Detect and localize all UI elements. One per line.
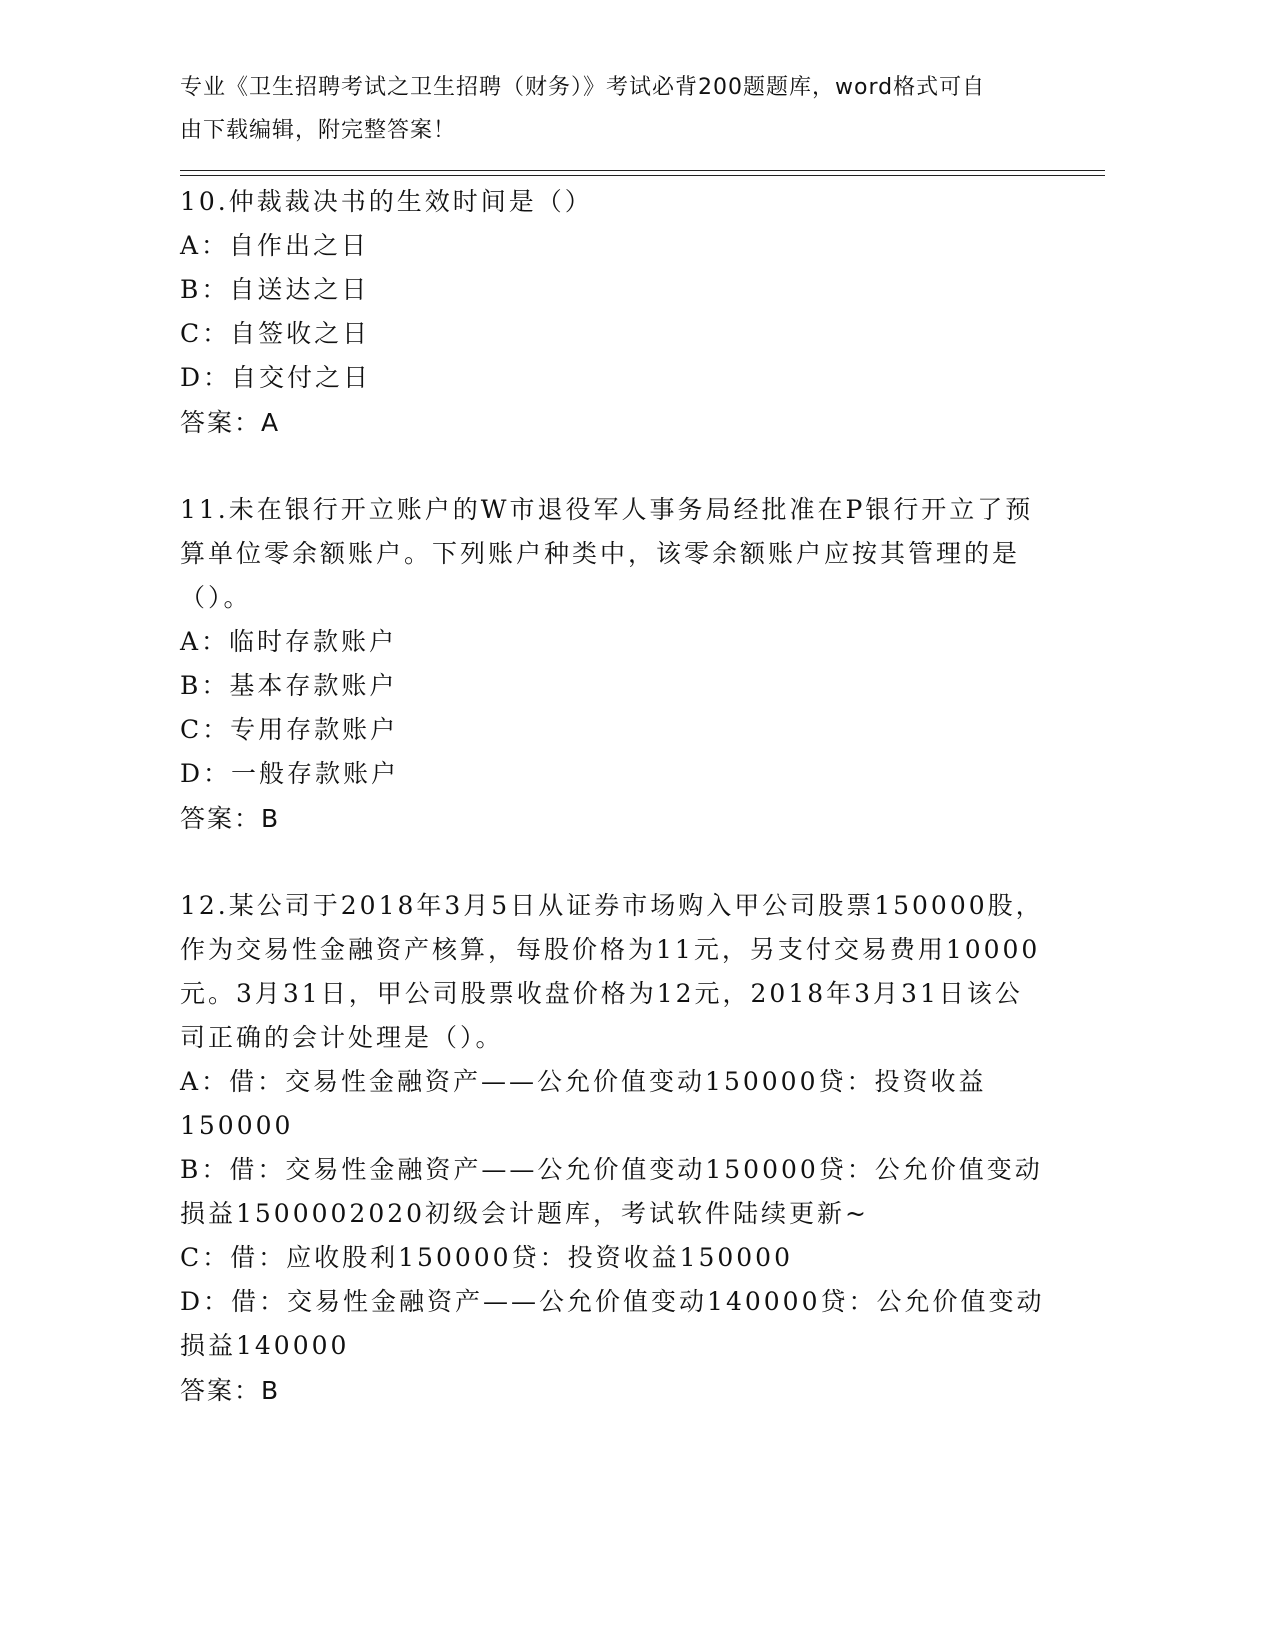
- question-stem: 作为交易性金融资产核算，每股价格为11元，另支付交易费用10000: [180, 935, 1041, 964]
- option-b: B：借：交易性金融资产——公允价值变动150000贷：公允价值变动: [180, 1155, 1043, 1184]
- option-a: A：借：交易性金融资产——公允价值变动150000贷：投资收益: [180, 1067, 987, 1096]
- option-d: D：一般存款账户: [180, 759, 400, 788]
- option-d-continued: 损益140000: [180, 1331, 350, 1360]
- document-header: [180, 66, 1060, 152]
- option-c: C：借：应收股利150000贷：投资收益150000: [180, 1243, 793, 1272]
- option-a-continued: 150000: [180, 1111, 294, 1140]
- question-stem: 算单位零余额账户。下列账户种类中，该零余额账户应按其管理的是: [180, 539, 1021, 568]
- answer-line: 答案：A: [180, 408, 281, 437]
- header-line: 由下载编辑，附完整答案！: [180, 118, 457, 143]
- option-a: A：临时存款账户: [180, 627, 398, 656]
- header-line: 专业《卫生招聘考试之卫生招聘（财务）》考试必背200题题库，word格式可自: [180, 75, 986, 100]
- option-c: C：专用存款账户: [180, 715, 399, 744]
- question-11: [180, 488, 1040, 841]
- option-c: C：自签收之日: [180, 319, 371, 348]
- answer-line: 答案：B: [180, 1376, 281, 1405]
- answer-line: 答案：B: [180, 804, 281, 833]
- option-d: D：借：交易性金融资产——公允价值变动140000贷：公允价值变动: [180, 1287, 1045, 1316]
- option-b: B：基本存款账户: [180, 671, 398, 700]
- option-a: A：自作出之日: [180, 231, 370, 260]
- question-stem: 12.某公司于2018年3月5日从证券市场购入甲公司股票150000股，: [180, 891, 1044, 920]
- header-divider: [180, 170, 1105, 171]
- question-10: [180, 180, 1040, 445]
- question-stem: （）。: [180, 583, 252, 612]
- question-stem: 11.未在银行开立账户的W市退役军人事务局经批准在P银行开立了预: [180, 495, 1034, 524]
- question-list: [180, 180, 1045, 1413]
- option-d: D：自交付之日: [180, 363, 372, 392]
- header-divider: [180, 175, 1105, 176]
- question-stem: 10.仲裁裁决书的生效时间是（）: [180, 187, 593, 216]
- question-12: [180, 884, 1045, 1413]
- question-stem: 司正确的会计处理是（）。: [180, 1023, 504, 1052]
- option-b-continued: 损益1500002020初级会计题库，考试软件陆续更新~: [180, 1199, 870, 1228]
- option-b: B：自送达之日: [180, 275, 370, 304]
- question-stem: 元。3月31日，甲公司股票收盘价格为12元，2018年3月31日该公: [180, 979, 1023, 1008]
